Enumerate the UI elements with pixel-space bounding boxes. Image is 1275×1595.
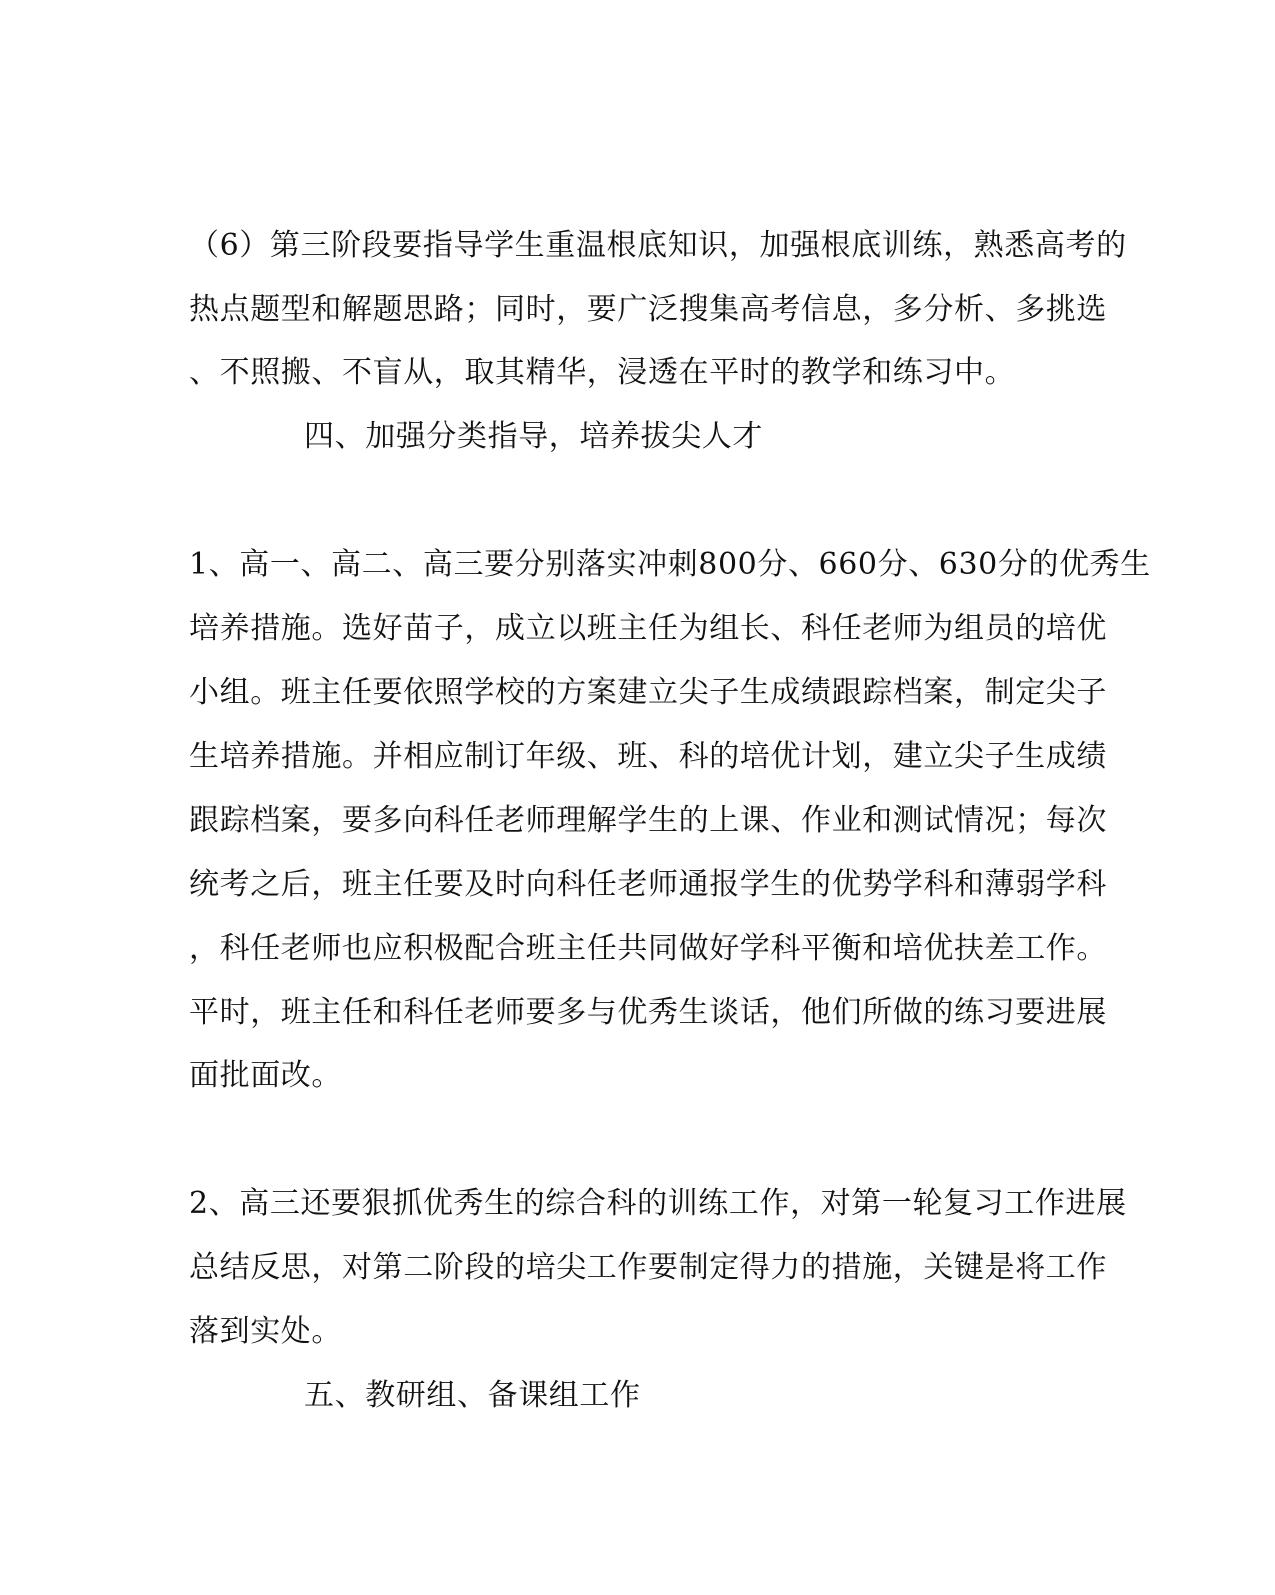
section-heading-4: 四、加强分类指导，培养拔尖人才 bbox=[304, 419, 763, 454]
paragraph-line: 热点题型和解题思路；同时，要广泛搜集高考信息，多分析、多挑选 bbox=[189, 292, 1107, 327]
paragraph-line: 统考之后，班主任要及时向科任老师通报学生的优势学科和薄弱学科 bbox=[189, 867, 1107, 902]
paragraph-line: 跟踪档案，要多向科任老师理解学生的上课、作业和测试情况；每次 bbox=[189, 803, 1107, 838]
paragraph-line: 、不照搬、不盲从，取其精华，浸透在平时的教学和练习中。 bbox=[189, 355, 1016, 390]
paragraph-line: 面批面改。 bbox=[189, 1058, 342, 1093]
paragraph-line: （6）第三阶段要指导学生重温根底知识，加强根底训练，熟悉高考的 bbox=[189, 228, 1127, 263]
paragraph-line: 2、高三还要狠抓优秀生的综合科的训练工作，对第一轮复习工作进展 bbox=[189, 1186, 1127, 1221]
paragraph-line: 生培养措施。并相应制订年级、班、科的培优计划，建立尖子生成绩 bbox=[189, 739, 1107, 774]
paragraph-line: 落到实处。 bbox=[189, 1314, 342, 1349]
paragraph-line: ，科任老师也应积极配合班主任共同做好学科平衡和培优扶差工作。 bbox=[189, 931, 1107, 966]
paragraph-line: 小组。班主任要依照学校的方案建立尖子生成绩跟踪档案，制定尖子 bbox=[189, 675, 1107, 710]
paragraph-line: 平时，班主任和科任老师要多与优秀生谈话，他们所做的练习要进展 bbox=[189, 995, 1107, 1030]
paragraph-line: 培养措施。选好苗子，成立以班主任为组长、科任老师为组员的培优 bbox=[189, 611, 1107, 646]
paragraph-line: 1、高一、高二、高三要分别落实冲刺800分、660分、630分的优秀生 bbox=[189, 547, 1151, 582]
paragraph-line: 总结反思，对第二阶段的培尖工作要制定得力的措施，关键是将工作 bbox=[189, 1250, 1107, 1285]
section-heading-5: 五、教研组、备课组工作 bbox=[304, 1378, 641, 1413]
